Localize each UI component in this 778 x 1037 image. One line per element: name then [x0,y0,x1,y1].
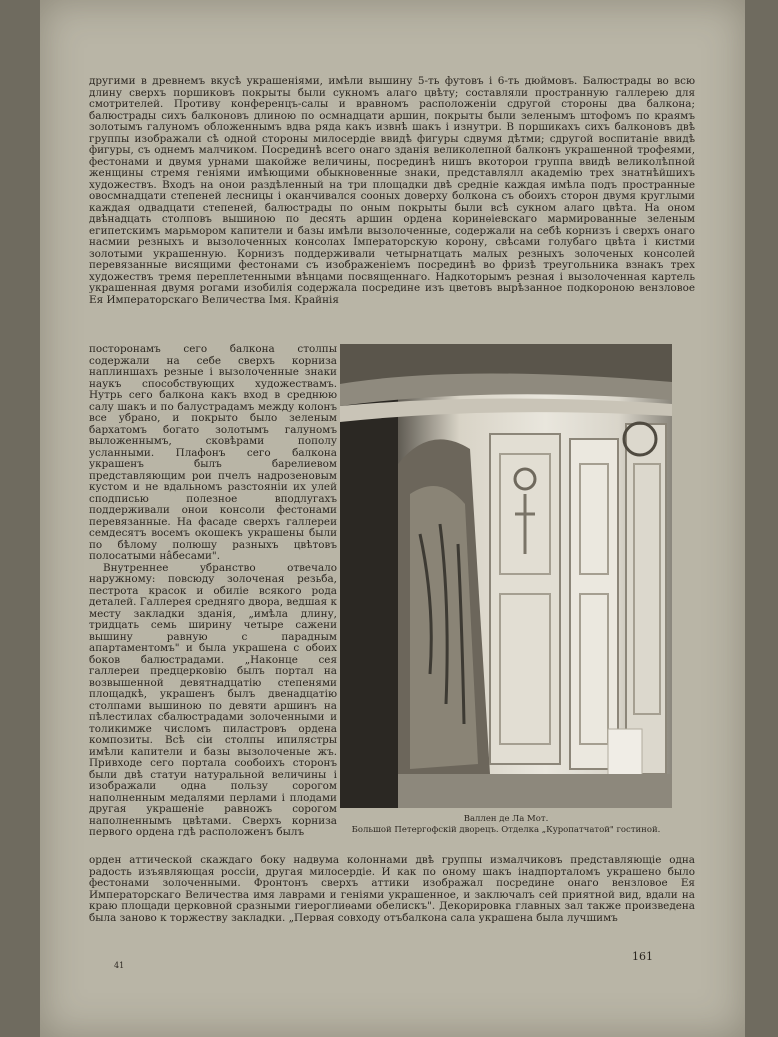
caption-title: Большой Петергофскій дворецъ. Отделка „Куропатчатой" гостиной. [351,825,661,835]
interior-photograph [340,344,672,808]
body-text-top: другими в древнемъ вкусѣ украшеніями, имѣли вышину 5-ть футовъ і 6-ть дюймовъ. Балюстрады во всю длину сверхъ поршиковъ покрыты были сукномъ алаго цвѣту; составляли пространную галлерею для смотрителей. Противу конференцъ-салы и вравномъ расположеніи сдругой стороны два балкона; балюстрады сихъ балконовъ длиною по осмнадцати аршин, покрыты были зеленымъ штофомъ по краямъ золотымъ галуномъ обложеннымъ вдва ряда какъ извнѣ шакъ і изнутри. В поршикахъ сихъ балконовъ двѣ группы изображали сѣ одной стороны милосердіе ввидѣ фигуры сдвумя дѣтми; сдругой воспитаніе ввидѣ фигуры, съ однемъ малчиком. Посрединѣ всего онаго зданія великолепной балконъ украшенной трофеями, фестонами и двумя урнами шакойже величины, посрединѣ нишъ вкоторои группа ввидѣ великолѣпной женщины стремя геніями имѣющими обыкновенные знаки, представлялл академію трех знатнѣйшихъ художествъ. Входъ на онои раздѣленный на три площадки двѣ средніе каждая имѣла подъ пространные овосмнадцати степеней лесницы і оканчивался сооных доверху болкона съ обоихъ сторон двумя круглыми каждая одвадцати степеней, балюстрады по оным покрыты были всѣ сукном алаго цвѣта. На оном двѣнадцать столповъ вышиною по десять аршин ордена коринѳіевскаго мармированные зеленым египетскимъ марьмором капители и базы имѣли вызолоченные, содержали на себѣ корнизъ і сверхъ онаго насмии резныхъ и вызолоченных консолах Імператорскую корону, свѣсами голубаго цвѣта і кистми золотыми украшенную. Корнизъ поддерживали четырнатцать малых резныхъ золоченых консолей перевязанные висящими фестонами съ изображеніемъ посрединѣ во фризѣ треугольника взнакъ трех художествъ тремя переплетенными вѣнцами посвященнаго. Надкоторымъ резная і вызолоченная картель украшенная двумя рогами изобилія содержала посредине изъ цветовъ вырѣзанное подкороною вензловое Ея Императорскаго Величества Імя. Крайнія [89,75,695,306]
caption-author: Валлен де Ла Мот. [463,814,549,824]
photo-caption [340,814,672,836]
page-number: 161 [632,950,653,963]
interior-photo-illustration [340,344,672,808]
body-text-bottom: орден аттической скаждаго боку надвума колоннами двѣ группы измалчиковъ представляющіе одна радость изъявляющая россіи, другая милосердіе. И как по оному шакъ інадпорталомъ украшено было фестонами золоченными. Фронтонъ сверхъ аттики изображал посредине онаго вензловое Ея Императорскаго Величества имя лаврами и геніями украшенное, и заключалъ сей приятной вид, вдали на краю площади церковной сразными гиероглиѳами обелискъ". Декорировка главных зал также произведена была заново к торжеству закладки. „Первая совходу отъбалкона сала украшена была лучшимъ [89,854,695,924]
paragraph-balcony: посторонамъ сего балкона столпы содержали на себе сверхъ корниза наплиншахъ резные і вызолоченные знаки наукъ способствующих художествамъ. Нутрь сего балкона какъ вход в среднюю салу шакъ и по балустрадамъ между колонъ все убрано, и покрыто было зеленым бархатомъ богато золотымъ галуномъ выложеннымъ, сковѣрами пополу усланными. Плафонъ сего балкона украшенъ былъ барелиевом представляющим рои пчелъ надрозеновым кустом и не вдальномъ разстояніи их улей сподписью полезное вподлугахъ поддерживали онои консоли фестонами перевязанные. На фасаде сверхъ галлереи семдесятъ восемъ окошекъ украшены были по бѣлому полюшу разныхъ цвѣтовъ полосатыми на̂бесами". [89,343,337,562]
signature-mark: 41 [114,961,125,970]
body-text-left-column [89,344,337,839]
book-page [40,0,745,1037]
paragraph-interior: Внутреннее убранство отвечало наружному: повсюду золоченая резьба, пестрота красок и обиліе всякого рода деталей. Галлерея средняго двора, ведшая к месту закладки зданія, „имѣла длину, тридцать семь ширину четыре сажени вышину равную с парадным апартаментомъ" и была украшена с обоих боков балюстрадами. „Наконце сея галлереи предцерковію былъ портал на возвышенной девятнадцатію степенями площадкѣ, украшенъ былъ двенадцатію столпами вышиною по девяти аршинъ на пѣлестилах сбалюстрадами золоченными и толикимже числомъ пиластровъ ордена композиты. Всѣ сіи столпы ипилястры имѣли капители и базы вызолоченые жъ. Привходе сего портала сообоихъ сторонъ были двѣ статуи натуральной величины і изображали одна пользу сорогом наполненным медалями перлами і плодами другая украшеніе равножъ сорогом наполненнымъ цвѣтами. Сверхъ корниза первого ордена гдѣ расположенъ былъ [89,561,337,838]
